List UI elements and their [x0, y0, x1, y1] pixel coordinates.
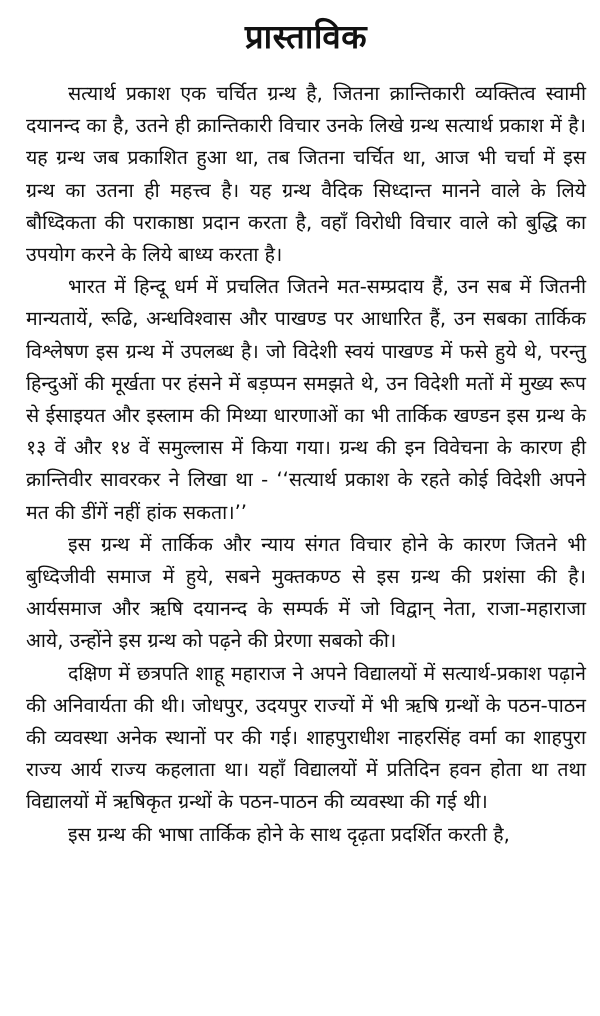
paragraph: भारत में हिन्दू धर्म में प्रचलित जितने मत-सम्प्रदाय हैं, उन सब में जितनी मान्यतायें, रूढि, अन्धविश्वास और पाखण्ड पर आधारित हैं, उन सबका तार्किक विश्लेषण इस ग्रन्थ में उपलब्ध है। जो विदेशी स्वयं पाखण्ड में फसे हुये थे, परन्तु हिन्दुओं की मूर्खता पर हंसने में बड़प्पन समझते थे, उन विदेशी मतों में मुख्य रूप से ईसाइयत और इस्लाम की मिथ्या धारणाओं का भी तार्किक खण्डन इस ग्रन्थ के १३ वें और १४ वें समुल्लास में किया गया। ग्रन्थ की इन विवेचना के कारण ही क्रान्तिवीर सावरकर ने लिखा था - ‘‘सत्यार्थ प्रकाश के रहते कोई विदेशी अपने मत की डींगें नहीं हांक सकता।’’: [26, 275, 586, 524]
paragraph: सत्यार्थ प्रकाश एक चर्चित ग्रन्थ है, जितना क्रान्तिकारी व्यक्तित्व स्वामी दयानन्द का है, उतने ही क्रान्तिकारी विचार उनके लिखे ग्रन्थ सत्यार्थ प्रकाश में है। यह ग्रन्थ जब प्रकाशित हुआ था, तब जितना चर्चित था, आज भी चर्चा में इस ग्रन्थ का उतना ही महत्त्व है। यह ग्रन्थ वैदिक सिध्दान्त मानने वाले के लिये बौध्दिकता की पराकाष्ठा प्रदान करता है, वहाँ विरोधी विचार वाले को बुद्धि का उपयोग करने के लिये बाध्य करता है।: [26, 82, 586, 267]
document-body: [26, 78, 586, 851]
paragraph: इस ग्रन्थ की भाषा तार्किक होने के साथ दृढ़ता प्रदर्शित करती है,: [68, 822, 510, 846]
paragraph: दक्षिण में छत्रपति शाहू महाराज ने अपने विद्यालयों में सत्यार्थ-प्रकाश पढ़ाने की अनिवार्यता की थी। जोधपुर, उदयपुर राज्यों में भी ऋषि ग्रन्थों के पठन-पाठन की व्यवस्था अनेक स्थानों पर की गई। शाहपुराधीश नाहरसिंह वर्मा का शाहपुरा राज्य आर्य राज्य कहलाता था। यहाँ विद्यालयों में प्रतिदिन हवन होता था तथा विद्यालयों में ऋषिकृत ग्रन्थों के पठन-पाठन की व्यवस्था की गई थी।: [26, 661, 586, 814]
page-title: प्रास्ताविक: [244, 17, 368, 56]
paragraph: इस ग्रन्थ में तार्किक और न्याय संगत विचार होने के कारण जितने भी बुध्दिजीवी समाज में हुये, सबने मुक्तकण्ठ से इस ग्रन्थ की प्रशंसा की है। आर्यसमाज और ऋषि दयानन्द के सम्पर्क में जो विद्वान् नेता, राजा-महाराजा आये, उन्होंने इस ग्रन्थ को पढ़ने की प्रेरणा सबको की।: [26, 532, 586, 653]
